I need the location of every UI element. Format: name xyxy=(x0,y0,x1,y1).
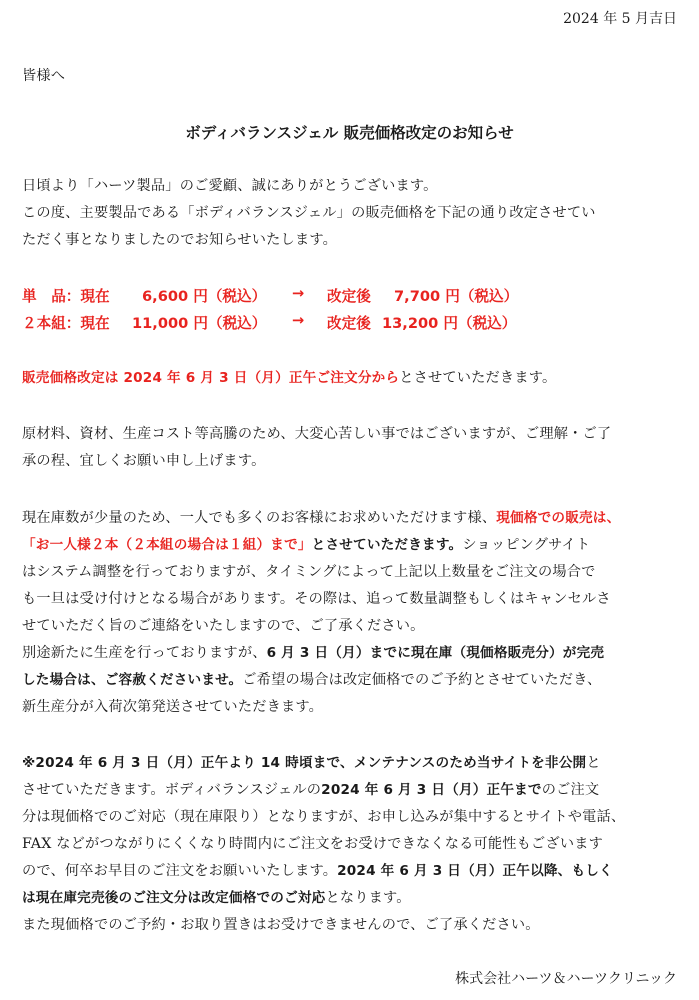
stock-line-8: 新生産分が入荷次第発送させていただきます。 xyxy=(22,699,324,715)
company-name: 株式会社ハーツ＆ハーツクリニック xyxy=(455,971,677,987)
stock-text: 現在庫数が少量のため、一人でも多くのお客様にお求めいただけます様、 xyxy=(22,510,497,526)
arrow-icon: → xyxy=(292,285,305,302)
intro-line-3: ただく事となりましたのでお知らせいたします。 xyxy=(22,232,337,248)
notice-line-5 xyxy=(22,861,613,881)
notice-line-6 xyxy=(22,888,411,908)
effective-date-line xyxy=(22,368,556,388)
stock-highlight: 現価格での販売は、 xyxy=(496,510,621,526)
notice-line-4: FAX などがつながりにくくなり時間内にご注文をお受けできなくなる可能性もございます xyxy=(22,836,603,852)
price-after: 13,200 円（税込） xyxy=(382,315,517,332)
stock-bold: 6 月 3 日（月）までに現在庫（現価格販売分）が完売 xyxy=(266,645,605,661)
stock-line-5: せていただく旨のご連絡をいたしますので、ご了承ください。 xyxy=(22,618,425,634)
notice-text: となります。 xyxy=(325,890,411,906)
notice-line-3: 分は現価格でのご対応（現在庫限り）となりますが、お申し込みが集中するとサイトや電話、 xyxy=(22,809,626,825)
intro-line-1: 日頃より「ハーツ製品」のご愛顧、誠にありがとうございます。 xyxy=(22,178,438,194)
stock-bold: した場合は、ご容赦くださいませ。 xyxy=(22,672,243,688)
notice-text: と xyxy=(586,755,601,771)
intro-line-2: この度、主要製品である「ボディバランスジェル」の販売価格を下記の通り改定させてい xyxy=(22,205,596,221)
price-current: 11,000 円（税込） xyxy=(132,315,267,332)
stock-text: ご希望の場合は改定価格でのご予約とさせていただき、 xyxy=(242,672,602,688)
reason-line-2: 承の程、宜しくお願い申し上げます。 xyxy=(22,453,266,469)
notice-bold: は現在庫完売後のご注文分は改定価格でのご対応 xyxy=(22,890,326,906)
notice-line-7: また現価格でのご予約・お取り置きはお受けできませんので、ご了承ください。 xyxy=(22,917,540,933)
document-title: ボディバランスジェル 販売価格改定のお知らせ xyxy=(185,124,514,142)
issue-date: 2024 年 5 月吉日 xyxy=(563,11,677,27)
stock-line-1 xyxy=(22,508,620,528)
reason-line-1: 原材料、資材、生産コスト等高騰のため、大変心苦しい事ではございますが、ご理解・ご了 xyxy=(22,426,612,442)
notice-text: ので、何卒お早目のご注文をお願いいたします。 xyxy=(22,863,338,879)
effective-date-rest: とさせていただきます。 xyxy=(399,370,557,386)
effective-date-highlight: 販売価格改定は 2024 年 6 月 3 日（月）正午ご注文分から xyxy=(22,370,400,386)
stock-text: 別途新たに生産を行っておりますが、 xyxy=(22,645,267,661)
price-label: 単 品：現在 xyxy=(22,288,110,305)
stock-line-2 xyxy=(22,535,590,555)
stock-line-6 xyxy=(22,643,604,663)
notice-bold: 2024 年 6 月 3 日（月）正午以降、もしく xyxy=(337,863,613,879)
price-current: 6,600 円（税込） xyxy=(142,288,267,305)
notice-line-1 xyxy=(22,753,601,773)
stock-bold: とさせていただきます。 xyxy=(311,537,463,553)
notice-text: させていただきます。ボディバランスジェルの xyxy=(22,782,322,798)
stock-text: ショッピングサイト xyxy=(462,537,591,553)
price-after: 7,700 円（税込） xyxy=(394,288,519,305)
price-after-label: 改定後 xyxy=(327,315,371,332)
greeting: 皆様へ xyxy=(22,68,66,84)
stock-line-7 xyxy=(22,670,601,690)
notice-bold: ※2024 年 6 月 3 日（月）正午より 14 時頃まで、メンテナンスのため当サイトを非公開 xyxy=(22,755,587,771)
purchase-limit: 「お一人様２本（２本組の場合は１組）まで」 xyxy=(22,537,312,553)
notice-line-2 xyxy=(22,780,599,800)
arrow-icon: → xyxy=(292,312,305,329)
notice-text: のご注文 xyxy=(541,782,600,798)
notice-bold: 2024 年 6 月 3 日（月）正午まで xyxy=(321,782,542,798)
price-after-label: 改定後 xyxy=(327,288,371,305)
price-label: ２本組：現在 xyxy=(22,315,110,332)
stock-line-3: はシステム調整を行っておりますが、タイミングによって上記以上数量をご注文の場合で xyxy=(22,564,596,580)
stock-line-4: も一旦は受け付けとなる場合があります。その際は、追って数量調整もしくはキャンセルさ xyxy=(22,591,611,607)
